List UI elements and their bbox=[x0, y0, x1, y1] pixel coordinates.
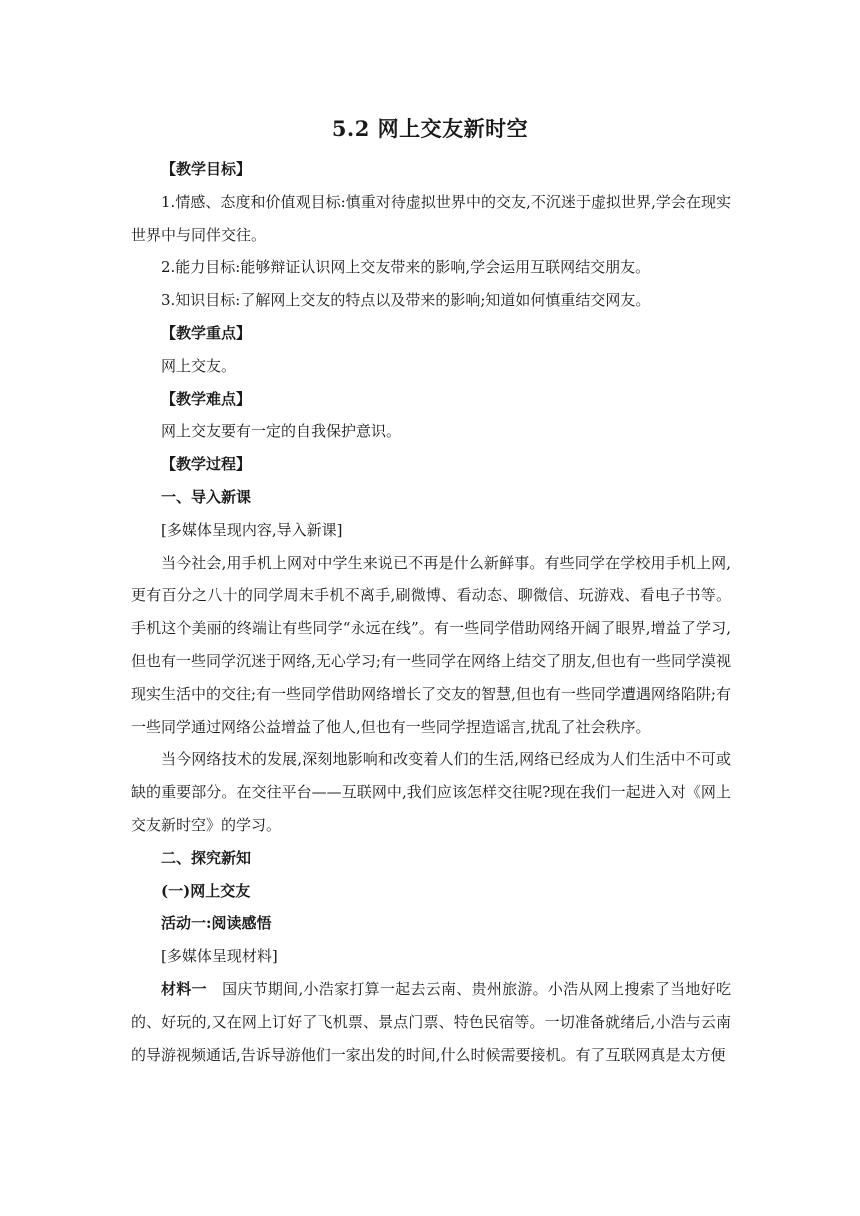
goal-emotion: 1.情感、态度和价值观目标:慎重对待虚拟世界中的交友,不沉迷于虚拟世界,学会在现实世界中与同伴交往。 bbox=[131, 192, 731, 244]
multimedia-note-1: [多媒体呈现内容,导入新课] bbox=[161, 520, 343, 539]
multimedia-note-2: [多媒体呈现材料] bbox=[161, 947, 278, 966]
material-one-text: 国庆节期间,小浩家打算一起去云南、贵州旅游。小浩从网上搜索了当地好吃的、好玩的,又在网上订好了飞机票、景点门票、特色民宿等。一切准备就绪后,小浩与云南的导游视频通话,告诉导游他们一家出发的时间,什么时候需要接机。有了互联网真是太方便 bbox=[131, 979, 731, 1064]
heading-teaching-process: 【教学过程】 bbox=[161, 455, 252, 474]
activity-one-heading: 活动一:阅读感悟 bbox=[161, 914, 272, 933]
key-point-text: 网上交友。 bbox=[161, 356, 237, 375]
goal-knowledge: 3.知识目标:了解网上交友的特点以及带来的影响;知道如何慎重结交网友。 bbox=[161, 291, 651, 310]
material-one-paragraph bbox=[131, 973, 731, 1071]
intro-paragraph-2: 当今网络技术的发展,深刻地影响和改变着人们的生活,网络已经成为人们生活中不可或缺的重要部分。在交往平台——互联网中,我们应该怎样交往呢?现在我们一起进入对《网上交友新时空》的学习。 bbox=[131, 750, 731, 834]
material-one-label: 材料一 bbox=[161, 979, 207, 998]
page-title: 5.2 网上交友新时空 bbox=[331, 116, 529, 141]
heading-difficulties: 【教学难点】 bbox=[161, 389, 252, 408]
intro-paragraph-1: 当今社会,用手机上网对中学生来说已不再是什么新鲜事。有些同学在学校用手机上网,更有百分之八十的同学周末手机不离手,刷微博、看动态、聊微信、玩游戏、看电子书等。手机这个美丽的终端让有些同学“永远在线”。有一些同学借助网络开阔了眼界,增益了学习,但也有一些同学沉迷于网络,无心学习;有一些同学在网络上结交了朋友,但也有一些同学漠视现实生活中的交往;有一些同学借助网络增长了交友的智慧,但也有一些同学遭遇网络陷阱;有一些同学通过网络公益增益了他人,但也有一些同学捏造谣言,扰乱了社会秩序。 bbox=[131, 553, 731, 736]
section-intro-heading: 一、导入新课 bbox=[161, 487, 252, 506]
section-explore-heading: 二、探究新知 bbox=[161, 848, 252, 867]
document-body bbox=[131, 153, 731, 1071]
heading-teaching-goals: 【教学目标】 bbox=[161, 160, 252, 178]
goal-ability: 2.能力目标:能够辩证认识网上交友带来的影响,学会运用互联网结交朋友。 bbox=[161, 258, 651, 277]
difficulty-text: 网上交友要有一定的自我保护意识。 bbox=[161, 422, 402, 441]
subsection-online-friends: (一)网上交友 bbox=[161, 881, 251, 900]
heading-key-points: 【教学重点】 bbox=[161, 323, 252, 342]
